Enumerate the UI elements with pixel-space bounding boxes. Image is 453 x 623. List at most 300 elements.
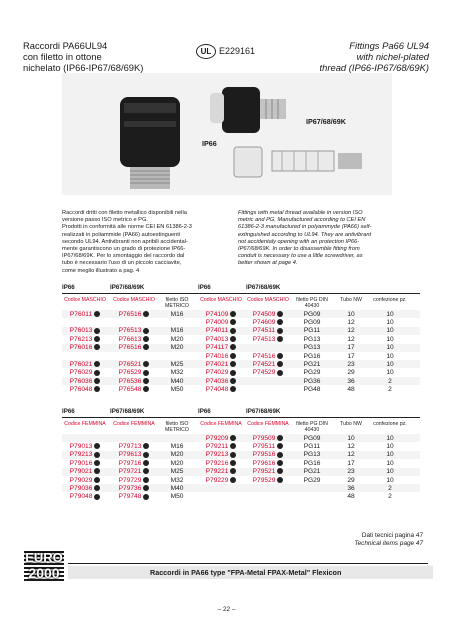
table-cell [110, 336, 158, 344]
tick-symbol-icon [143, 452, 149, 458]
product-code: P76529 [118, 369, 142, 377]
table-cell [160, 369, 194, 377]
product-code: P74516 [252, 352, 276, 360]
cell-value: M20 [170, 344, 184, 352]
table-cell [292, 336, 332, 344]
table-cell [372, 378, 408, 386]
cell-value: 12 [347, 318, 355, 326]
table-cell [336, 311, 366, 319]
table-cell [336, 369, 366, 377]
tick-symbol-icon [94, 344, 100, 350]
table-cell [198, 477, 244, 485]
certificate-code: E229161 [219, 46, 256, 56]
column-header: Codice FEMMINA [113, 421, 155, 427]
product-code: P74036 [205, 377, 229, 385]
technical-data-reference [354, 532, 423, 548]
tick-symbol-icon [143, 494, 149, 500]
table-cell [160, 361, 194, 369]
cell-value: 10 [386, 327, 394, 335]
product-code: P74513 [252, 335, 276, 343]
cell-value: 10 [347, 310, 355, 318]
table-cell [372, 336, 408, 344]
tick-symbol-icon [230, 328, 236, 334]
table-cell [198, 327, 244, 335]
page-number: – 22 – [217, 606, 236, 613]
table-cell [372, 451, 408, 459]
cell-value: PG09 [303, 318, 321, 326]
column-header: confezione pz. [373, 421, 407, 427]
cell-value: PG13 [303, 335, 321, 343]
product-code: P76613 [118, 335, 142, 343]
table-cell [198, 344, 244, 352]
tick-symbol-icon [277, 443, 283, 449]
table-cell [198, 353, 244, 361]
table-cell [372, 344, 408, 352]
product-code: P76013 [69, 327, 93, 335]
tick-symbol-icon [143, 485, 149, 491]
desc-it-line: secondo UL94. Antivibranti non apribili accidental- [62, 238, 188, 245]
cell-value: 10 [386, 335, 394, 343]
cell-value: 2 [388, 493, 392, 501]
column-header: filetto ISO METRICO [165, 421, 189, 433]
logo-top-text: EURO [25, 550, 63, 565]
cell-value: 12 [347, 442, 355, 450]
table-cell [110, 485, 158, 493]
table-cell [62, 369, 108, 377]
tick-symbol-icon [230, 468, 236, 474]
group-header: IP66 [198, 284, 211, 291]
table-cell [160, 344, 194, 352]
product-photo [62, 73, 392, 195]
table-cell [372, 485, 408, 493]
cell-value: PG21 [303, 360, 321, 368]
tick-symbol-icon [230, 311, 236, 317]
table-cell [292, 435, 332, 443]
cell-value: PG29 [303, 369, 321, 377]
cell-value: M16 [170, 310, 184, 318]
table-cell [246, 361, 290, 369]
tick-symbol-icon [230, 443, 236, 449]
table-cell [246, 468, 290, 476]
cell-value: PG09 [303, 310, 321, 318]
product-code: P74013 [205, 335, 229, 343]
tick-symbol-icon [277, 328, 283, 334]
table-cell [62, 485, 108, 493]
product-code: P76521 [118, 360, 142, 368]
desc-en-line: IP67/68/69K. In order to disassemble fitting from [238, 246, 360, 253]
table-cell [198, 369, 244, 377]
table-cell [160, 386, 194, 394]
table-cell [110, 477, 158, 485]
product-code: P79216 [205, 459, 229, 467]
table-cell [62, 477, 108, 485]
group-divider [62, 417, 420, 418]
tick-symbol-icon [94, 311, 100, 317]
table-cell [372, 353, 408, 361]
product-code: P79716 [118, 459, 142, 467]
column-header: Codice MASCHIO [64, 297, 106, 303]
cell-value: 10 [347, 434, 355, 442]
cell-value: PG21 [303, 468, 321, 476]
product-code: P74511 [252, 327, 276, 335]
table-cell [160, 327, 194, 335]
product-code: P76513 [118, 327, 142, 335]
table-cell [198, 468, 244, 476]
product-code: P76516 [118, 344, 142, 352]
product-code: P79529 [252, 476, 276, 484]
fittings-illustration [62, 73, 392, 195]
tick-symbol-icon [143, 344, 149, 350]
table-cell [372, 468, 408, 476]
tick-symbol-icon [94, 443, 100, 449]
product-code: P79516 [252, 451, 276, 459]
product-code: P79016 [69, 459, 93, 467]
table-cell [110, 451, 158, 459]
cell-value: PG16 [303, 352, 321, 360]
table-cell [62, 386, 108, 394]
table-cell [372, 477, 408, 485]
table-cell [336, 361, 366, 369]
tick-symbol-icon [277, 336, 283, 342]
tick-symbol-icon [143, 311, 149, 317]
tick-symbol-icon [230, 386, 236, 392]
table-cell [198, 311, 244, 319]
table-cell [110, 361, 158, 369]
tick-symbol-icon [143, 336, 149, 342]
table-cell [372, 369, 408, 377]
product-code: P79213 [205, 451, 229, 459]
table-cell [246, 353, 290, 361]
table-cell [198, 443, 244, 451]
desc-it-line: tubo è necessario l'uso di un piccolo cacciavite, [62, 260, 182, 267]
group-header: IP67/68/69K [110, 284, 145, 291]
product-code: P79613 [118, 451, 142, 459]
tick-symbol-icon [277, 468, 283, 474]
table-cell [198, 336, 244, 344]
product-code: P76029 [69, 369, 93, 377]
table-cell [336, 468, 366, 476]
footer-slogan: Raccordi in PA66 type "FPA-Metal FPAX-Metal" Flexicon [150, 568, 342, 577]
desc-en-line: conduit is necessary to use a little screwdriver, as [238, 253, 363, 260]
cell-value: 10 [386, 352, 394, 360]
product-code: P76036 [69, 377, 93, 385]
tick-symbol-icon [277, 361, 283, 367]
tick-symbol-icon [277, 477, 283, 483]
table-cell [198, 451, 244, 459]
table-cell [292, 451, 332, 459]
table-cell [160, 378, 194, 386]
table-cell [110, 344, 158, 352]
product-code: P79213 [69, 451, 93, 459]
product-code: P76021 [69, 360, 93, 368]
table-cell [336, 485, 366, 493]
table-cell [160, 485, 194, 493]
cell-value: M40 [170, 377, 184, 385]
product-code: P74016 [205, 352, 229, 360]
table-cell [198, 460, 244, 468]
column-header: confezione pz. [373, 297, 407, 303]
table-cell [160, 451, 194, 459]
product-code: P79209 [205, 434, 229, 442]
tick-symbol-icon [230, 435, 236, 441]
title-it-line-2: con filetto in ottone [23, 51, 102, 62]
tick-symbol-icon [143, 443, 149, 449]
cell-value: M25 [170, 468, 184, 476]
table-cell [110, 386, 158, 394]
table-cell [62, 468, 108, 476]
table-cell [336, 477, 366, 485]
tick-symbol-icon [94, 477, 100, 483]
column-header: Codice MASCHIO [247, 297, 289, 303]
tick-symbol-icon [94, 460, 100, 466]
table-cell [336, 319, 366, 327]
tick-symbol-icon [230, 361, 236, 367]
product-code: P79748 [118, 493, 142, 501]
cell-value: 10 [386, 310, 394, 318]
tick-symbol-icon [277, 460, 283, 466]
group-header: IP67/68/69K [246, 408, 281, 415]
cell-value: M16 [170, 442, 184, 450]
desc-it-line: Raccordi dritti con filetto metallico disponibili nella [62, 210, 187, 216]
column-header: Codice MASCHIO [113, 297, 155, 303]
table-cell [62, 361, 108, 369]
desc-it-line: Prodotti in conformità alle norme CEI EN 61386-2-3 [62, 224, 192, 231]
cell-value: 10 [386, 442, 394, 450]
product-code: P74021 [205, 360, 229, 368]
desc-en-line: metric and PG. Manufactured according to CEI EN [238, 217, 366, 224]
cell-value: 29 [347, 476, 355, 484]
table-cell [198, 361, 244, 369]
product-code: P74509 [252, 310, 276, 318]
cell-value: PG09 [303, 434, 321, 442]
cell-value: 17 [347, 352, 355, 360]
title-en-line-1: Fittings Pa66 UL94 [349, 40, 429, 51]
table-cell [246, 477, 290, 485]
table-cell [372, 319, 408, 327]
table-cell [110, 493, 158, 501]
table-cell [62, 311, 108, 319]
product-code: P79521 [252, 468, 276, 476]
tick-symbol-icon [143, 460, 149, 466]
product-code: P74109 [205, 310, 229, 318]
product-code: P79036 [69, 484, 93, 492]
desc-en-line: Fittings with metal thread available in version ISO [238, 210, 363, 216]
product-code: P76016 [69, 344, 93, 352]
table-cell [372, 386, 408, 394]
table-cell [246, 327, 290, 335]
desc-it-line: realizzati in poliammide (PA66) autoestinguenti [62, 231, 181, 238]
table-cell [292, 477, 332, 485]
table-cell [372, 460, 408, 468]
table-cell [62, 443, 108, 451]
cell-value: PG29 [303, 476, 321, 484]
desc-it-line: come meglio illustrato a pag. 4 [62, 267, 140, 274]
cell-value: PG13 [303, 451, 321, 459]
group-header: IP67/68/69K [110, 408, 145, 415]
table-cell [372, 311, 408, 319]
product-code: P79736 [118, 484, 142, 492]
tick-symbol-icon [94, 378, 100, 384]
tick-symbol-icon [94, 370, 100, 376]
table-cell [246, 451, 290, 459]
product-code: P79048 [69, 493, 93, 501]
table-cell [292, 311, 332, 319]
table-cell [336, 344, 366, 352]
table-cell [160, 443, 194, 451]
cell-value: 12 [347, 451, 355, 459]
cell-value: 23 [347, 360, 355, 368]
cell-value: 10 [386, 360, 394, 368]
product-code: P79511 [252, 442, 276, 450]
tick-symbol-icon [230, 452, 236, 458]
table-cell [198, 435, 244, 443]
cell-value: 29 [347, 369, 355, 377]
table-cell [246, 435, 290, 443]
group-header: IP66 [62, 408, 75, 415]
cell-value: M32 [170, 476, 184, 484]
tick-symbol-icon [277, 311, 283, 317]
cell-value: M16 [170, 327, 184, 335]
tick-symbol-icon [143, 370, 149, 376]
tick-symbol-icon [143, 468, 149, 474]
table-cell [336, 378, 366, 386]
table-cell [110, 369, 158, 377]
product-code: P76213 [69, 335, 93, 343]
table-cell [336, 460, 366, 468]
cell-value: 17 [347, 459, 355, 467]
description-italian [62, 210, 230, 275]
table-cell [292, 443, 332, 451]
group-header: IP67/68/69K [246, 284, 281, 291]
cell-value: 36 [347, 484, 355, 492]
desc-it-line: IP67/68/69K. Per lo smontaggio del raccordo dal [62, 253, 185, 260]
cell-value: M50 [170, 386, 184, 394]
cell-value: 10 [386, 468, 394, 476]
product-code: P79721 [118, 468, 142, 476]
tick-symbol-icon [94, 468, 100, 474]
tick-symbol-icon [94, 485, 100, 491]
column-header: Codice FEMMINA [247, 421, 289, 427]
product-code: P76011 [69, 310, 93, 318]
cell-value: 17 [347, 344, 355, 352]
cell-value: 10 [386, 451, 394, 459]
table-cell [336, 451, 366, 459]
product-code: P76048 [69, 386, 93, 394]
tick-symbol-icon [230, 344, 236, 350]
group-header: IP66 [62, 284, 75, 291]
table-cell [336, 327, 366, 335]
table-cell [336, 435, 366, 443]
desc-it-line: mente garantiscono un grado di protezione IP66- [62, 246, 186, 253]
table-cell [110, 443, 158, 451]
table-cell [198, 386, 244, 394]
column-header: filetto PG DIN 40430 [296, 297, 328, 309]
tick-symbol-icon [230, 460, 236, 466]
cell-value: PG48 [303, 386, 321, 394]
cell-value: 2 [388, 386, 392, 394]
product-code: P76516 [118, 310, 142, 318]
cell-value: M40 [170, 484, 184, 492]
product-code: P79509 [252, 434, 276, 442]
cell-value: M32 [170, 369, 184, 377]
tech-en: Technical items page 47 [354, 540, 423, 547]
table-cell [62, 451, 108, 459]
table-cell [292, 327, 332, 335]
table-cell [336, 443, 366, 451]
cell-value: 12 [347, 335, 355, 343]
product-code: P74009 [205, 318, 229, 326]
footer-divider [68, 563, 428, 564]
table-cell [292, 386, 332, 394]
table-cell [62, 336, 108, 344]
product-code: P74029 [205, 369, 229, 377]
table-cell [292, 378, 332, 386]
cell-value: 48 [347, 493, 355, 501]
column-header: Codice FEMMINA [64, 421, 106, 427]
column-header: Codice MASCHIO [200, 297, 242, 303]
table-cell [246, 443, 290, 451]
cell-value: 36 [347, 377, 355, 385]
tick-symbol-icon [277, 353, 283, 359]
cell-value: 10 [386, 344, 394, 352]
table-cell [372, 435, 408, 443]
cell-value: 10 [386, 318, 394, 326]
product-code: P74011 [205, 327, 229, 335]
tick-symbol-icon [230, 378, 236, 384]
table-cell [372, 493, 408, 501]
cell-value: M20 [170, 459, 184, 467]
table-cell [372, 361, 408, 369]
cell-value: M20 [170, 335, 184, 343]
table-cell [62, 344, 108, 352]
title-en-line-2: with nichel-plated [356, 51, 429, 62]
logo-bottom-text: 2000 [28, 565, 60, 581]
ul-certification-icon: UL [196, 44, 216, 59]
table-cell [246, 460, 290, 468]
tick-symbol-icon [230, 477, 236, 483]
cell-value: M20 [170, 451, 184, 459]
table-cell [292, 460, 332, 468]
table-cell [62, 378, 108, 386]
table-cell [198, 319, 244, 327]
tick-symbol-icon [230, 336, 236, 342]
column-header: Tubo NW [340, 421, 362, 427]
tick-symbol-icon [277, 435, 283, 441]
tech-it: Dati tecnici pagina 47 [361, 532, 423, 539]
table-cell [62, 493, 108, 501]
column-header: Codice FEMMINA [200, 421, 242, 427]
cell-value: 48 [347, 386, 355, 394]
cell-value: PG11 [303, 442, 321, 450]
table-cell [160, 468, 194, 476]
column-header: filetto PG DIN 40430 [296, 421, 328, 433]
title-english [259, 40, 429, 73]
product-code: P79021 [69, 468, 93, 476]
column-header: Tubo NW [340, 297, 362, 303]
group-divider [62, 293, 420, 294]
table-cell [62, 327, 108, 335]
cell-value: M50 [170, 493, 184, 501]
desc-it-line: versione passo ISO metrico e PG. [62, 217, 148, 224]
title-en-line-3: thread (IP66-IP67/68/69K) [319, 62, 429, 73]
product-code: P74529 [252, 369, 276, 377]
product-code: P79221 [205, 468, 229, 476]
table-cell [292, 344, 332, 352]
cell-value: 12 [347, 327, 355, 335]
table-cell [372, 327, 408, 335]
tick-symbol-icon [143, 361, 149, 367]
tick-symbol-icon [143, 386, 149, 392]
